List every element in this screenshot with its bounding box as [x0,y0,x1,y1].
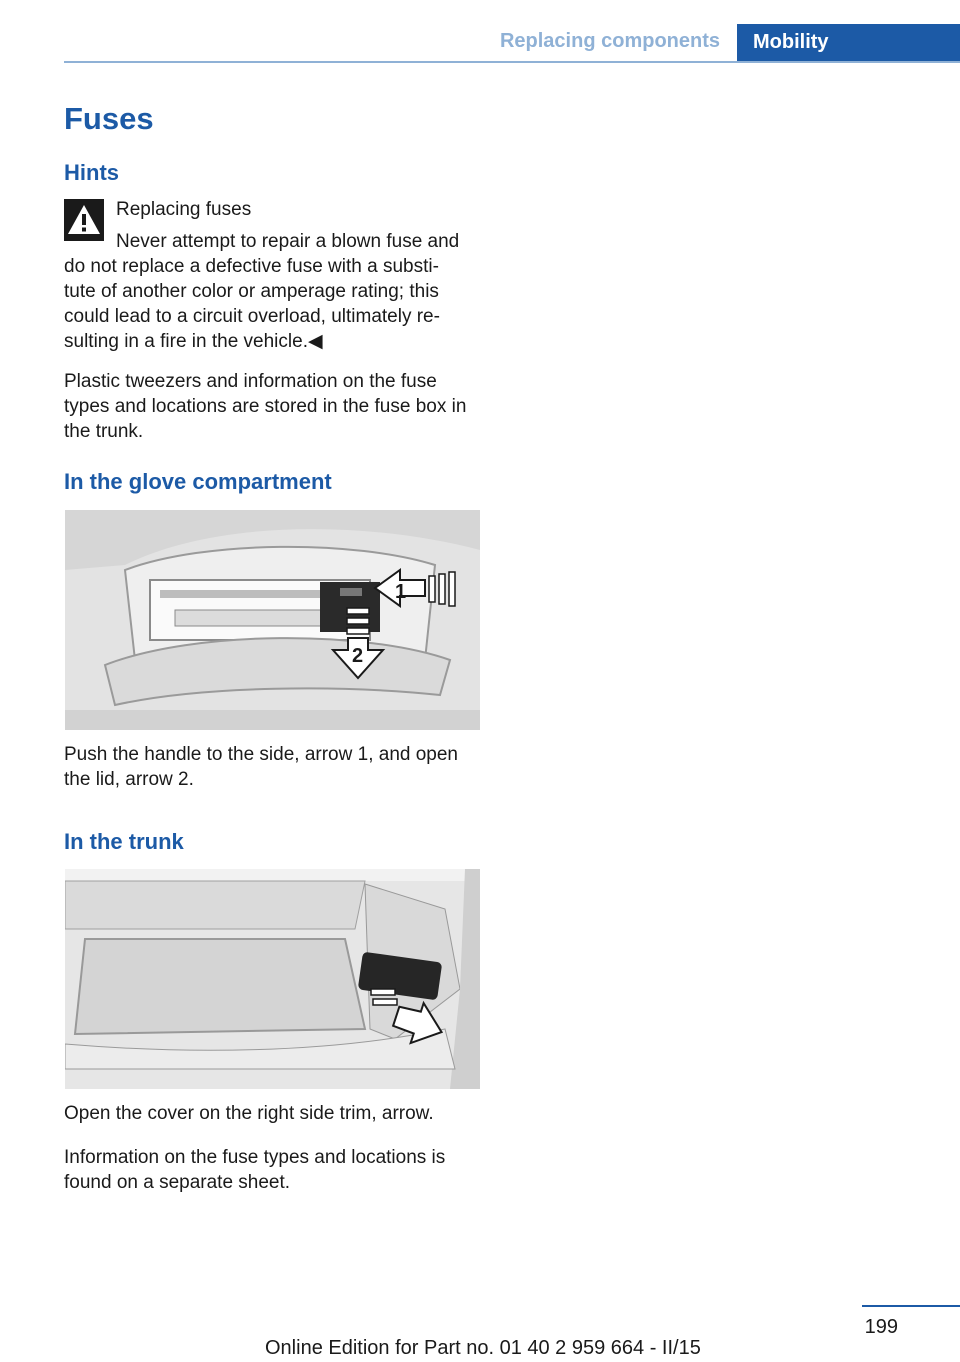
hints-heading: Hints [64,160,119,185]
arrow-2-label: 2 [352,645,364,667]
trunk-figure [65,869,480,1089]
warning-text: do not replace a defective fuse with a substi- tute of another color or amperage rating; this could lead to a circuit overload, ultimately re- sulting in a fire in the vehicle.◀ [64,256,440,352]
page-number: 199 [864,1316,898,1338]
trunk-caption: Open the cover on the right side trim, arrow. [64,1103,434,1124]
arrow-1-label: 1 [395,581,407,603]
glove-heading: In the glove compartment [64,469,332,494]
edition-line: Online Edition for Part no. 01 40 2 959 664 - II/15 [265,1337,701,1359]
chapter-tab: Mobility [737,24,960,62]
header-rule [64,61,960,63]
section-title: Replacing components [499,30,720,52]
warning-title: Replacing fuses [116,199,252,220]
glove-caption: Push the handle to the side, arrow 1, and open the lid, arrow 2. [64,744,458,790]
footer-rule [862,1305,960,1307]
trunk-heading: In the trunk [64,829,184,854]
page-title: Fuses [64,101,154,136]
trunk-info: Information on the fuse types and locations is found on a separate sheet. [64,1147,446,1193]
glove-compartment-figure [65,510,480,730]
tweezers-paragraph: Plastic tweezers and information on the fuse types and locations are stored in the fuse box in the trunk. [64,371,467,442]
page-header [0,0,960,64]
warning-triangle-icon [64,199,104,241]
warning-first-line: Never attempt to repair a blown fuse and [116,231,460,252]
